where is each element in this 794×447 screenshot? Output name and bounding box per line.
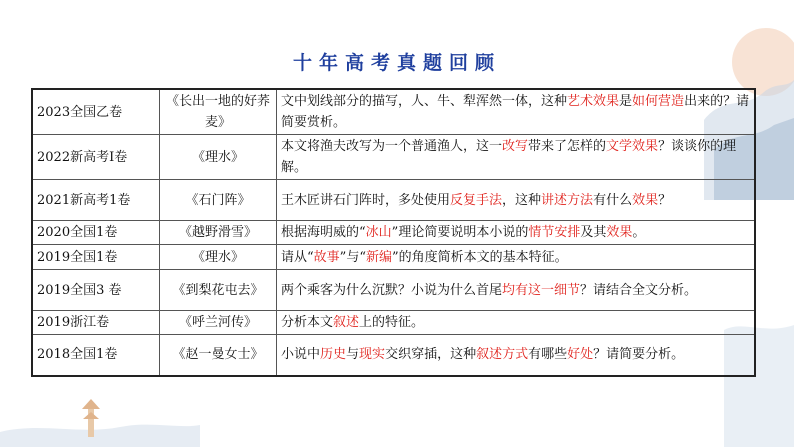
table-row [32, 311, 755, 335]
question-cell [277, 335, 756, 376]
table-row [32, 89, 755, 135]
question-text: ”与“ [339, 249, 366, 265]
exam-year-cell: 2019全国3 卷 [32, 270, 160, 311]
highlight-text: 现实 [359, 347, 386, 363]
exam-year-cell: 2018全国1卷 [32, 335, 160, 376]
exam-year-cell: 2021新高考1卷 [32, 180, 160, 221]
question-text: ？请结合全文分析。 [580, 282, 698, 298]
question-text: ？请简要分析。 [593, 347, 685, 363]
highlight-text: 历史 [320, 347, 347, 363]
question-cell [277, 311, 756, 335]
work-title-cell: 《赵一曼女士》 [160, 335, 277, 376]
highlight-text: 好处 [567, 347, 594, 363]
question-cell [277, 135, 756, 180]
question-text: 请从“ [281, 249, 314, 265]
question-text: 有哪些 [528, 347, 568, 363]
question-text: 及其 [580, 225, 607, 240]
table-row [32, 221, 755, 245]
exam-year-cell: 2019全国1卷 [32, 245, 160, 270]
highlight-text: 叙述方式 [476, 347, 529, 363]
highlight-text: 文学效果 [606, 139, 659, 154]
exam-table-body [32, 89, 755, 376]
question-text: 王木匠讲石门阵时，多处使用 [281, 192, 451, 208]
highlight-text: 情节安排 [528, 225, 581, 240]
table-row [32, 135, 755, 180]
question-cell [277, 180, 756, 221]
question-cell [277, 245, 756, 270]
highlight-text: 均有这一细节 [502, 282, 581, 298]
highlight-text: 讲述方法 [541, 192, 594, 208]
question-cell [277, 270, 756, 311]
work-title-cell: 《长出一地的好荞麦》 [160, 89, 277, 135]
table-row [32, 180, 755, 221]
question-text: 出来的？请简要赏析。 [281, 94, 750, 130]
question-text: ？ [658, 192, 672, 208]
question-cell [277, 221, 756, 245]
question-text: 根据海明威的“ [281, 225, 366, 240]
question-text: 两个乘客为什么沉默？小说为什么首尾 [281, 282, 503, 298]
exam-table [31, 88, 756, 377]
question-text: ”理论简要说明本小说的 [391, 225, 529, 240]
pagoda-decoration [0, 387, 200, 447]
question-text: 本文将渔夫改写为一个普通渔人，这一 [281, 139, 503, 154]
question-text: 文中划线部分的描写，人、牛、犁浑然一体，这种 [281, 94, 568, 109]
exam-year-cell: 2020全国1卷 [32, 221, 160, 245]
page-title: 十年高考真题回顾 [292, 52, 501, 74]
work-title-cell: 《越野滑雪》 [160, 221, 277, 245]
question-text: 有什么 [593, 192, 633, 208]
highlight-text: 效果 [632, 192, 659, 208]
highlight-text: 艺术效果 [567, 94, 620, 109]
work-title-cell: 《石门阵》 [160, 180, 277, 221]
question-text: ”的角度简析本文的基本特征。 [391, 249, 568, 265]
table-row [32, 245, 755, 270]
work-title-cell: 《到梨花屯去》 [160, 270, 277, 311]
question-text: 交织穿插，这种 [385, 347, 477, 363]
question-text: 小说中 [281, 347, 321, 363]
highlight-text: 改写 [502, 139, 529, 154]
work-title-cell: 《理水》 [160, 245, 277, 270]
question-text: 。 [632, 225, 646, 240]
question-text: 是 [619, 94, 633, 109]
exam-year-cell: 2022新高考Ⅰ卷 [32, 135, 160, 180]
exam-year-cell: 2019浙江卷 [32, 311, 160, 335]
question-cell [277, 89, 756, 135]
question-text: 带来了怎样的 [528, 139, 607, 154]
highlight-text: 新编 [365, 249, 392, 265]
work-title-cell: 《呼兰河传》 [160, 311, 277, 335]
exam-year-cell: 2023全国乙卷 [32, 89, 160, 135]
highlight-text: 如何营造 [632, 94, 685, 109]
question-text: 分析本文 [281, 315, 334, 330]
highlight-text: 冰山 [365, 225, 392, 240]
table-row [32, 270, 755, 311]
question-text: 上的特征。 [359, 315, 425, 330]
highlight-text: 故事 [313, 249, 340, 265]
table-row [32, 335, 755, 376]
question-text: ？谈谈你的理解。 [281, 139, 737, 175]
highlight-text: 效果 [606, 225, 633, 240]
highlight-text: 叙述 [333, 315, 360, 330]
highlight-text: 反复手法 [450, 192, 503, 208]
question-text: ，这种 [502, 192, 542, 208]
work-title-cell: 《理水》 [160, 135, 277, 180]
question-text: 与 [346, 347, 360, 363]
